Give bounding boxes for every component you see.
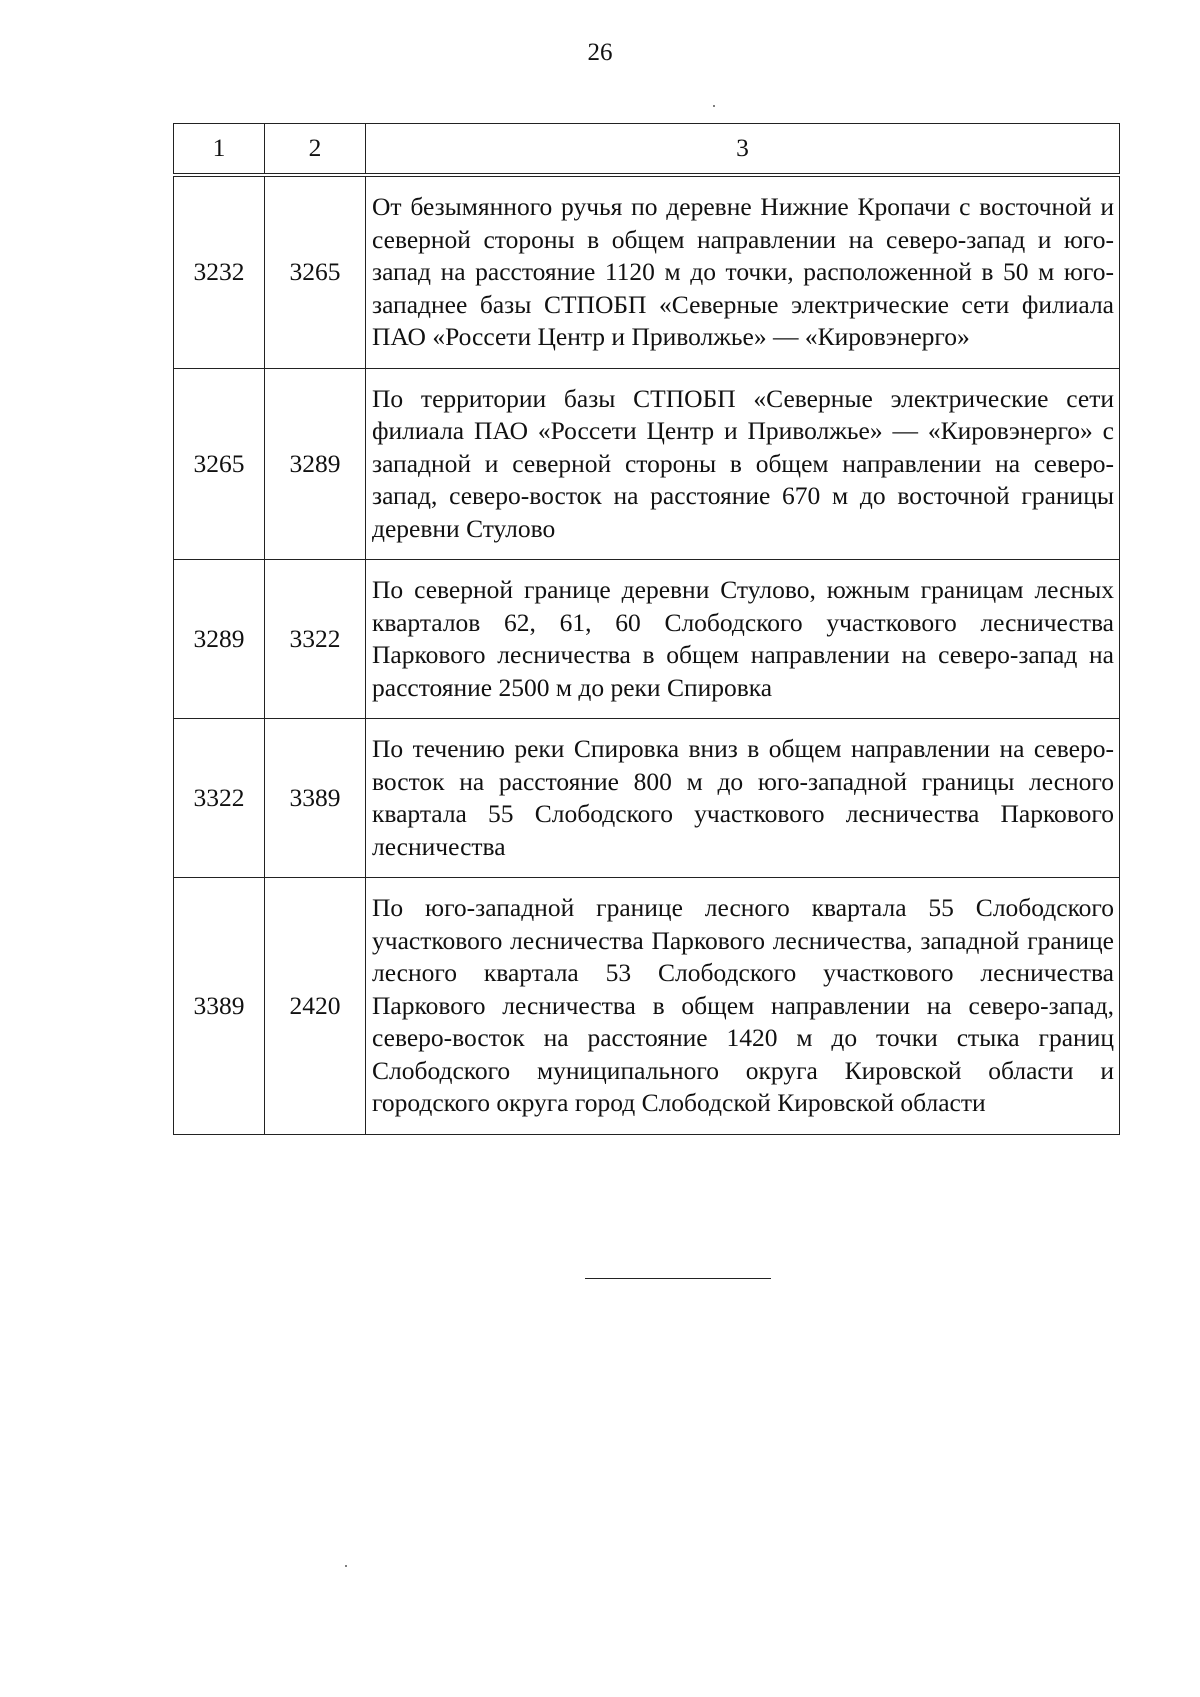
header-cell-1: 1 [174,124,265,176]
to-point-cell: 3265 [265,175,366,368]
from-point-cell: 3232 [174,175,265,368]
scan-speck [713,105,715,107]
boundary-description-cell: По территории базы СТПОБП «Северные электрические сети филиала ПАО «Россети Центр и Приволжье» — «Кировэнерго» с западной и северной стороны в общем направлении на северо-запад, северо-восток на расстояние 670 м до восточной границы деревни Стулово [366,368,1120,560]
table-row [174,719,1120,878]
to-point-cell: 3289 [265,368,366,560]
table-body [174,175,1120,1134]
page-number: 26 [587,39,613,66]
from-point-cell: 3389 [174,878,265,1135]
from-point-cell: 3322 [174,719,265,878]
boundary-description-table [173,123,1120,1135]
to-point-cell: 2420 [265,878,366,1135]
boundary-description-cell: От безымянного ручья по деревне Нижние Кропачи с восточной и северной стороны в общем направлении на северо-запад и юго-запад на расстояние 1120 м до точки, расположенной в 50 м юго-западнее базы СТПОБП «Северные электрические сети филиала ПАО «Россети Центр и Приволжье» — «Кировэнерго» [366,175,1120,368]
table-row [174,368,1120,560]
table-row [174,175,1120,368]
to-point-cell: 3389 [265,719,366,878]
to-point-cell: 3322 [265,560,366,719]
from-point-cell: 3265 [174,368,265,560]
table-row [174,878,1120,1135]
boundary-description-cell: По северной границе деревни Стулово, южным границам лесных кварталов 62, 61, 60 Слободского участкового лесничества Паркового лесничества в общем направлении на северо-запад на расстояние 2500 м до реки Спировка [366,560,1120,719]
table-header [174,124,1120,176]
end-of-document-rule [585,1278,771,1279]
header-row [174,124,1120,176]
scan-speck [345,1565,347,1567]
boundary-description-cell: По юго-западной границе лесного квартала 55 Слободского участкового лесничества Паркового лесничества, западной границе лесного квартала 53 Слободского участкового лесничества Паркового лесничества в общем направлении на северо-запад, северо-восток на расстояние 1420 м до точки стыка границ Слободского муниципального округа Кировской области и городского округа город Слободской Кировской области [366,878,1120,1135]
header-cell-3: 3 [366,124,1120,176]
boundary-description-cell: По течению реки Спировка вниз в общем направлении на северо-восток на расстояние 800 м до юго-западной границы лесного квартала 55 Слободского участкового лесничества Паркового лесничества [366,719,1120,878]
from-point-cell: 3289 [174,560,265,719]
header-cell-2: 2 [265,124,366,176]
table-row [174,560,1120,719]
